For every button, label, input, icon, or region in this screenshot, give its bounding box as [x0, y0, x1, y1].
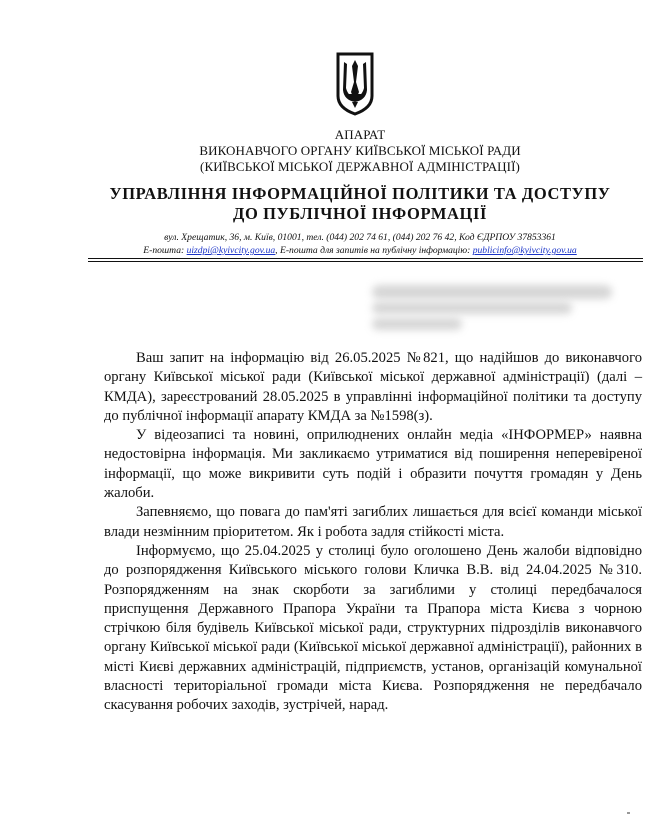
public-email-label: , E-пошта для запитів на публічну інформацію: [275, 245, 473, 256]
page-mark [627, 812, 630, 814]
email-line [60, 245, 660, 257]
letter-body [104, 349, 642, 716]
header-line-apparatus: АПАРАТ [334, 127, 386, 142]
paragraph-mourning-day: Інформуємо, що 25.04.2025 у столиці було оголошено День жалоби відповідно до розпорядження Київського міського голови Кличка В.В. від 24.04.2025 №310. Розпорядженням на знак скорботи за загиблими у столиці передбачалося приспущення Державного Прапора України та Прапора міста Києва з чорною стрічкою біля будівель Київської міської ради, структурних підрозділів виконавчого органу Київської міської ради (Київської міської державної адміністрації), районних в місті Києві державних адміністрацій, підприємств, установ, організацій комунальної власності територіальної громади міста Києва. Розпорядження не передбачало скасування робочих заходів, зустрічей, нарад. [104, 542, 642, 714]
paragraph-informer: У відеозаписі та новині, оприлюднених онлайн медіа «ІНФОРМЕР» наявна недостовірна інформація. Ми закликаємо утриматися від поширення неперевіреної інформації, що може викривити суть подій і образити почуття громадян у День жалоби. [104, 427, 642, 502]
paragraph-memory: Запевняємо, що повага до пам'яті загиблих лишається для всієї команди міської влади незмінним пріоритетом. Як і робота задля стійкості міста. [104, 504, 642, 540]
department-title-line2: ДО ПУБЛІЧНОЇ ІНФОРМАЦІЇ [233, 204, 487, 223]
email-link[interactable]: uizdpi@kyivcity.gov.ua [186, 245, 276, 256]
header-divider-bottom [88, 261, 643, 262]
department-title-line1: УПРАВЛІННЯ ІНФОРМАЦІЙНОЇ ПОЛІТИКИ ТА ДОСТУПУ [109, 184, 611, 203]
public-email-link[interactable]: publicinfo@kyivcity.gov.ua [472, 245, 577, 256]
paragraph-request: Ваш запит на інформацію від 26.05.2025 №821, що надійшов до виконавчого органу Київської міської ради (Київської міської державної адміністрації) (далі – КМДА), зареєстрований 28.05.2025 в управлінні інформаційної політики та доступу до публічної інформації апарату КМДА за №1598(з). [104, 350, 642, 424]
header-line-administration: (КИЇВСЬКОЇ МІСЬКОЇ ДЕРЖАВНОЇ АДМІНІСТРАЦІЇ) [200, 159, 520, 174]
header-divider-top [88, 258, 643, 259]
header-line-executive-body: ВИКОНАВЧОГО ОРГАНУ КИЇВСЬКОЇ МІСЬКОЇ РАДИ [199, 143, 521, 158]
trident-coat-of-arms-icon [335, 52, 375, 116]
address-line: вул. Хрещатик, 36, м. Київ, 01001, тел. (044) 202 74 61, (044) 202 76 42, Код ЄДРПОУ 37853361 [164, 232, 556, 243]
email-label: E-пошта: [143, 245, 187, 256]
